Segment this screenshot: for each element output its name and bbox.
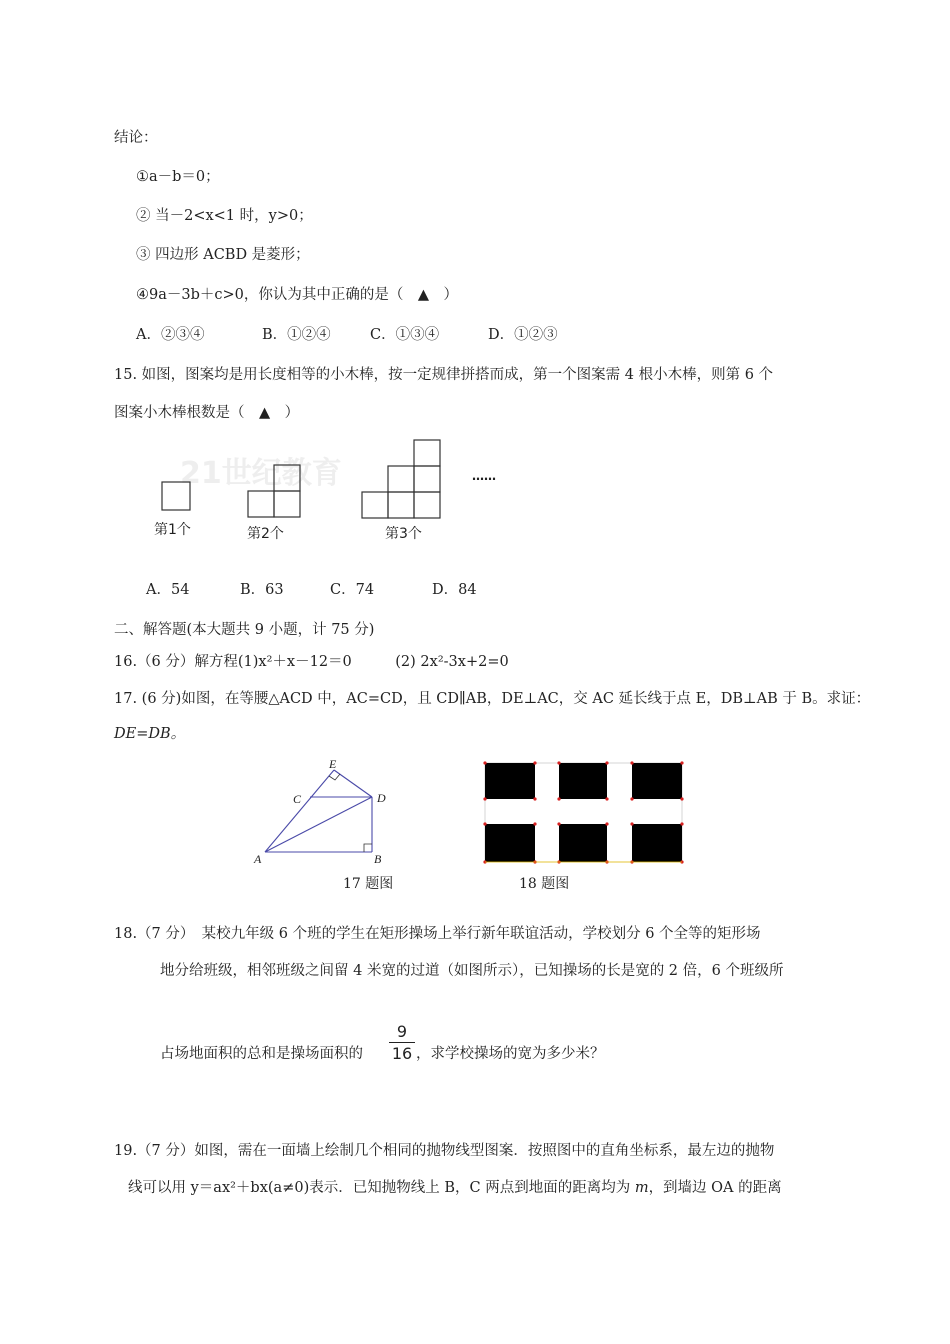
q19-line-2-before: 线可以用 y＝ax²＋bx(a≠0)表示．已知抛物线上 B，C 两点到地面的距离均为 — [128, 1180, 635, 1196]
right-angle-mark-b — [364, 844, 372, 852]
q17-line-1: 17. (6 分)如图，在等腰△ACD 中，AC=CD，且 CD∥AB，DE⊥AC，交 AC 延长线于点 E，DB⊥AB 于 B。求证： — [114, 691, 871, 707]
q19-variable-m: m — [634, 1180, 649, 1196]
line-ad — [265, 797, 372, 852]
watermark-logo: 21世纪教育 — [180, 456, 342, 491]
q17-line-2: DE=DB。 — [114, 726, 186, 742]
q18-line-3-before: 占场地面积的总和是操场面积的 — [160, 1046, 363, 1062]
point-label-a: A — [254, 852, 262, 866]
q14-option-a: A．②③④ — [136, 327, 205, 343]
q15-option-c: C．74 — [330, 582, 375, 598]
fraction-denominator: 16 — [391, 1044, 413, 1063]
right-angle-mark-e — [329, 774, 340, 780]
q14-option-d: D．①②③ — [488, 327, 558, 343]
pattern-3-label: 第3个 — [385, 526, 422, 542]
fraction-numerator: 9 — [396, 1022, 408, 1041]
conclusion-item-3: ③ 四边形 ACBD 是菱形； — [136, 247, 310, 263]
q18-fraction — [389, 1022, 415, 1063]
section-2-heading: 二、解答题(本大题共 9 小题，计 75 分) — [114, 622, 375, 638]
point-label-d: D — [377, 791, 386, 805]
q18-figure-caption: 18 题图 — [519, 876, 570, 892]
q18-line-3-after: ，求学校操场的宽为多少米？ — [416, 1046, 605, 1062]
point-label-c: C — [293, 792, 302, 806]
q14-option-c: C．①③④ — [370, 327, 440, 343]
pattern-3-squares — [362, 440, 440, 518]
pattern-1-label: 第1个 — [154, 522, 191, 538]
q15-option-a: A．54 — [146, 582, 190, 598]
point-label-e: E — [329, 757, 337, 771]
point-label-b: B — [374, 852, 382, 866]
conclusion-heading: 结论： — [114, 130, 158, 146]
q15-option-d: D．84 — [432, 582, 477, 598]
pattern-2-label: 第2个 — [247, 526, 284, 542]
line-ae — [265, 770, 334, 852]
conclusion-item-1: ①a－b＝0； — [136, 169, 220, 185]
q17-triangle-figure — [250, 757, 400, 870]
q15-line-1: 15. 如图，图案均是用长度相等的小木棒，按一定规律拼搭而成，第一个图案需 4 根小木棒，则第 6 个 — [114, 367, 774, 383]
q19-line-2 — [128, 1178, 782, 1198]
q14-option-b: B．①②④ — [262, 327, 331, 343]
conclusion-item-2: ② 当－2<x<1 时，y>0； — [136, 208, 313, 224]
q18-line-1: 18.（7 分） 某校九年级 6 个班的学生在矩形操场上举行新年联谊活动，学校划分 6 个全等的矩形场 — [114, 926, 761, 942]
q19-line-2-after: ，到墙边 OA 的距离 — [648, 1180, 782, 1196]
q15-option-b: B．63 — [240, 582, 284, 598]
q15-line-2: 图案小木棒根数是（ ▲ ） — [114, 405, 300, 421]
q15-square-pattern-figure — [150, 435, 520, 545]
conclusion-item-4: ④9a－3b＋c>0，你认为其中正确的是（ ▲ ） — [136, 287, 459, 303]
q16-text: 16.（6 分）解方程(1)x²＋x－12＝0 (2) 2x²-3x+2=0 — [114, 654, 509, 670]
q19-line-1: 19.（7 分）如图，需在一面墙上绘制几个相同的抛物线型图案．按照图中的直角坐标系，最左边的抛物 — [114, 1143, 775, 1159]
q18-line-2: 地分给班级，相邻班级之间留 4 米宽的过道（如图所示），已知操场的长是宽的 2 倍，6 个班级所 — [160, 963, 784, 979]
pattern-continuation-dots: …… — [472, 469, 496, 483]
q18-field-figure — [484, 762, 684, 864]
q17-figure-caption: 17 题图 — [343, 876, 394, 892]
